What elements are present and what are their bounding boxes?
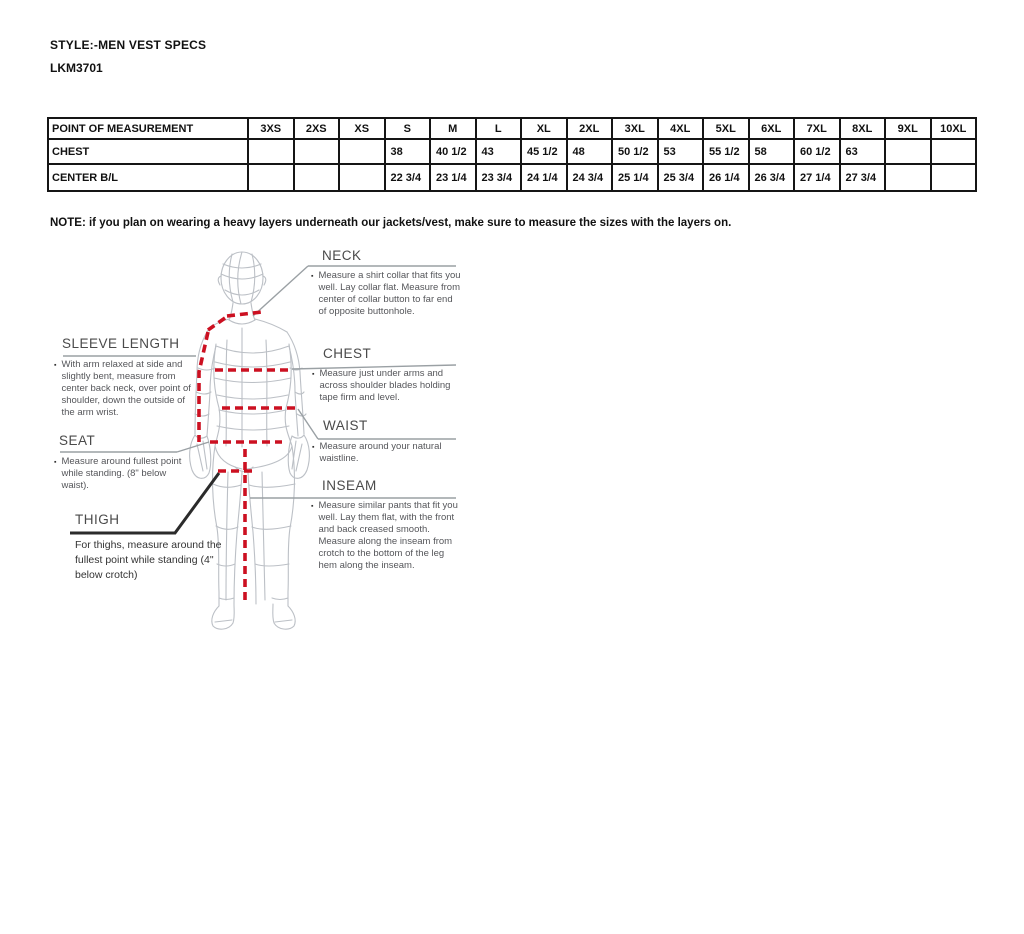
- table-cell: 50 1/2: [612, 139, 658, 164]
- table-cell: [248, 139, 294, 164]
- table-cell: 25 3/4: [658, 164, 704, 191]
- bullet-icon: ▪: [312, 371, 315, 378]
- inseam-instructions: ▪ Measure similar pants that fit you well. Lay them flat, with the front and back creased smooth. Measure along the inseam from crotch to the bottom of the leg hem along the inseam.: [311, 500, 458, 571]
- table-cell: 53: [658, 139, 704, 164]
- measurement-diagram: [45, 240, 465, 640]
- bullet-icon: ▪: [311, 503, 314, 510]
- thigh-heading: THIGH: [75, 512, 120, 527]
- table-cell: 38: [385, 139, 431, 164]
- sleeve-length-heading: SLEEVE LENGTH: [62, 336, 180, 351]
- table-cell: 48: [567, 139, 613, 164]
- table-cell: 40 1/2: [430, 139, 476, 164]
- table-cell: [339, 139, 385, 164]
- table-cell: [294, 164, 340, 191]
- waist-instructions: ▪ Measure around your natural waistline.: [312, 441, 442, 464]
- table-cell: 45 1/2: [521, 139, 567, 164]
- table-cell: 60 1/2: [794, 139, 840, 164]
- column-header-size: 2XL: [567, 118, 613, 139]
- table-cell: 55 1/2: [703, 139, 749, 164]
- inseam-heading: INSEAM: [322, 478, 377, 493]
- column-header-size: 3XS: [248, 118, 294, 139]
- column-header-size: 9XL: [885, 118, 931, 139]
- column-header-size: 4XL: [658, 118, 704, 139]
- table-cell: 22 3/4: [385, 164, 431, 191]
- table-cell: [931, 164, 977, 191]
- column-header-size: M: [430, 118, 476, 139]
- column-header-point-of-measurement: POINT OF MEASUREMENT: [48, 118, 248, 139]
- table-cell: [931, 139, 977, 164]
- table-cell: 26 1/4: [703, 164, 749, 191]
- bullet-icon: ▪: [312, 444, 315, 451]
- note-text: NOTE: if you plan on wearing a heavy layers underneath our jackets/vest, make sure to measure the sizes with the layers on.: [50, 217, 732, 229]
- chest-heading: CHEST: [323, 346, 372, 361]
- table-cell: 23 3/4: [476, 164, 522, 191]
- table-header-row: [48, 118, 976, 139]
- table-cell: [294, 139, 340, 164]
- table-cell: 43: [476, 139, 522, 164]
- table-row-center-bl: [48, 164, 976, 191]
- table-cell: 24 1/4: [521, 164, 567, 191]
- table-cell: 58: [749, 139, 795, 164]
- row-label: CHEST: [48, 139, 248, 164]
- thigh-instructions: For thighs, measure around the fullest point while standing (4" below crotch): [75, 539, 222, 581]
- column-header-size: L: [476, 118, 522, 139]
- bullet-icon: ▪: [311, 273, 314, 280]
- seat-instructions: ▪ Measure around fullest point while standing. (8" below waist).: [54, 456, 182, 491]
- waist-heading: WAIST: [323, 418, 368, 433]
- bullet-icon: ▪: [54, 362, 57, 369]
- column-header-size: 8XL: [840, 118, 886, 139]
- column-header-size: 3XL: [612, 118, 658, 139]
- table-cell: 26 3/4: [749, 164, 795, 191]
- column-header-size: XL: [521, 118, 567, 139]
- sleeve-length-instructions: ▪ With arm relaxed at side and slightly bent, measure from center back neck, over point of shoulder, down the outside of the arm wrist.: [54, 359, 191, 418]
- seat-heading: SEAT: [59, 433, 96, 448]
- chest-instructions: ▪ Measure just under arms and across shoulder blades holding tape firm and level.: [312, 368, 451, 403]
- table-cell: 27 3/4: [840, 164, 886, 191]
- column-header-size: S: [385, 118, 431, 139]
- column-header-size: XS: [339, 118, 385, 139]
- table-cell: [248, 164, 294, 191]
- size-chart-table: [47, 117, 977, 192]
- table-cell: [339, 164, 385, 191]
- column-header-size: 6XL: [749, 118, 795, 139]
- table-cell: [885, 139, 931, 164]
- table-cell: 63: [840, 139, 886, 164]
- table-row-chest: [48, 139, 976, 164]
- table-cell: 27 1/4: [794, 164, 840, 191]
- table-cell: 24 3/4: [567, 164, 613, 191]
- table-cell: 23 1/4: [430, 164, 476, 191]
- row-label: CENTER B/L: [48, 164, 248, 191]
- table-cell: 25 1/4: [612, 164, 658, 191]
- page-title: STYLE:-MEN VEST SPECS: [50, 38, 207, 52]
- bullet-icon: ▪: [54, 459, 57, 466]
- neck-heading: NECK: [322, 248, 362, 263]
- table-cell: [885, 164, 931, 191]
- neck-instructions: ▪ Measure a shirt collar that fits you well. Lay collar flat. Measure from center of collar button to far end of opposite buttonhole.: [311, 270, 461, 317]
- style-code: LKM3701: [50, 61, 103, 75]
- column-header-size: 10XL: [931, 118, 977, 139]
- column-header-size: 5XL: [703, 118, 749, 139]
- column-header-size: 7XL: [794, 118, 840, 139]
- column-header-size: 2XS: [294, 118, 340, 139]
